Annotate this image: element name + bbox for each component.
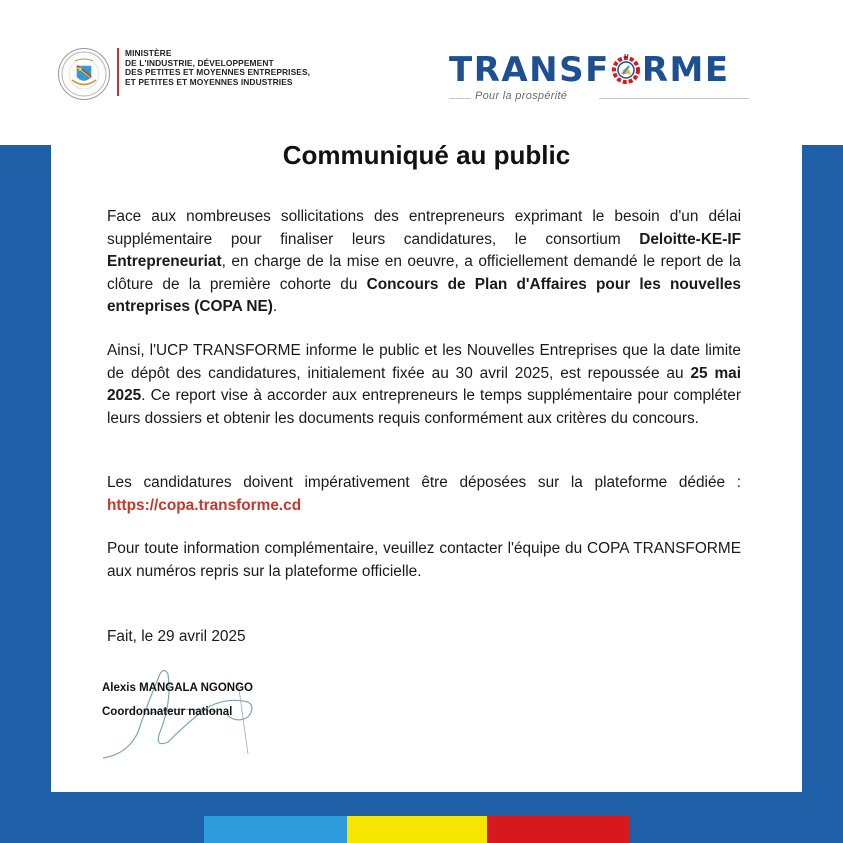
logo-wordmark-start: TRANSF [449, 50, 610, 90]
ministry-name [125, 49, 365, 87]
flag-stripe-blue [204, 816, 347, 843]
body-text: . [272, 298, 278, 316]
ministry-line: DE L'INDUSTRIE, DÉVELOPPEMENT [125, 57, 274, 68]
platform-link[interactable]: https://copa.transforme.cd [107, 496, 302, 514]
bold-text: 25 mai 2025 [107, 364, 741, 405]
body-text: Pour toute information complémentaire, veuillez contacter l'équipe du COPA TRANSFORME aux numéros repris sur la plateforme officielle. [107, 540, 741, 580]
ministry-divider [117, 48, 119, 96]
body-text: Fait, le 29 avril 2025 [107, 628, 246, 645]
transforme-logo [449, 50, 759, 110]
paragraph-date [107, 626, 741, 649]
ministry-line: DES PETITES ET MOYENNES ENTREPRISES, [125, 67, 311, 78]
body-text: Ainsi, l'UCP TRANSFORME informe le public et les Nouvelles Entreprises que la date limite de dépôt des candidatures, initialement fixée au 30 avril 2025, est repoussée au [107, 342, 741, 382]
signatory-name: Alexis MANGALA NGONGO [102, 682, 254, 694]
ministry-line: ET PETITES ET MOYENNES INDUSTRIES [125, 76, 293, 87]
logo-wordmark-end: RME [641, 50, 730, 90]
logo-wordmark [449, 50, 730, 90]
frame-left-border [0, 145, 51, 843]
body-text: Les candidatures doivent impérativement être déposées sur la plateforme dédiée : [107, 474, 741, 491]
bold-text: Concours de Plan d'Affaires pour les nouvelles entreprises (COPA NE) [107, 275, 741, 316]
gear-o-icon [611, 54, 641, 84]
frame-right-border [802, 145, 843, 843]
body-text: Face aux nombreuses sollicitations des entrepreneurs exprimant le besoin d'un délai supplémentaire pour finaliser leurs candidatures, le consortium [107, 208, 741, 248]
ministry-line: MINISTÈRE [125, 48, 172, 58]
signatory-role: Coordonnateur national [102, 706, 233, 718]
body-text: . Ce report vise à accorder aux entrepreneurs le temps supplémentaire pour compléter leurs dossiers et obtenir les documents requis conformément aux critères du concours. [107, 387, 741, 427]
paragraph-deadline [107, 340, 741, 430]
body-text: , en charge de la mise en oeuvre, a officiellement demandé le report de la clôture de la première cohorte du [107, 253, 741, 293]
paragraph-intro [107, 206, 741, 319]
coat-of-arms-seal-icon [58, 48, 110, 100]
flag-stripe-yellow [347, 816, 487, 843]
paragraph-contact [107, 538, 741, 583]
bold-text: Deloitte-KE-IF Entrepreneuriat [107, 230, 741, 271]
paragraph-submission [107, 472, 741, 517]
logo-tagline: Pour la prospérité [475, 90, 568, 102]
flag-stripe-red [487, 816, 630, 843]
page-title: Communiqué au public [282, 140, 571, 170]
